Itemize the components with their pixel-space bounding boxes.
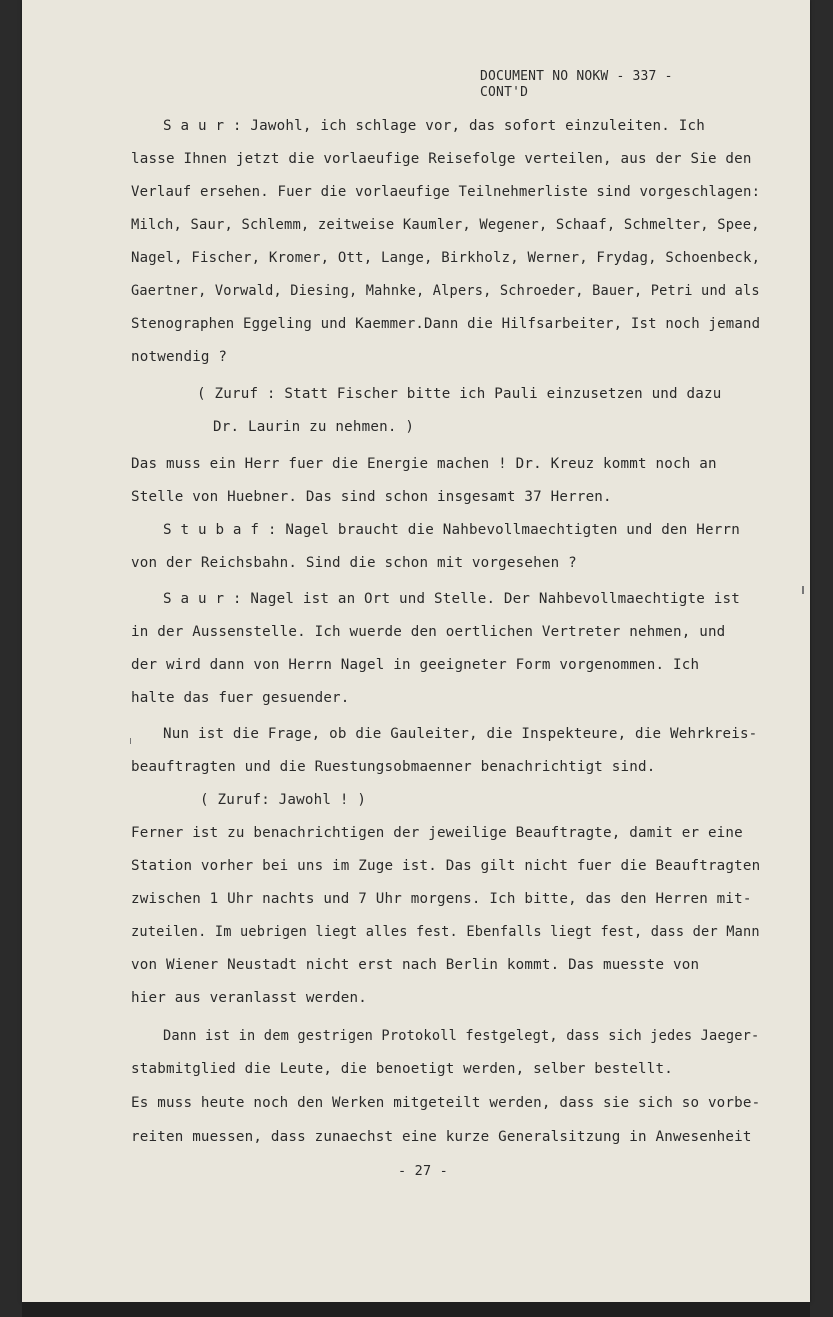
text-line: Station vorher bei uns im Zuge ist. Das gilt nicht fuer die Beauftragten xyxy=(131,858,761,874)
text-line: der wird dann von Herrn Nagel in geeigneter Form vorgenommen. Ich xyxy=(131,657,700,673)
margin-mark xyxy=(130,738,131,744)
text-line: in der Aussenstelle. Ich wuerde den oertlichen Vertreter nehmen, und xyxy=(131,624,726,640)
text-line: Milch, Saur, Schlemm, zeitweise Kaumler, Wegener, Schaaf, Schmelter, Spee, xyxy=(131,217,760,233)
continued-label: CONT'D xyxy=(480,85,529,100)
text-line: S a u r : Jawohl, ich schlage vor, das sofort einzuleiten. Ich xyxy=(163,118,705,134)
text-line: Verlauf ersehen. Fuer die vorlaeufige Teilnehmerliste sind vorgeschlagen: xyxy=(131,184,761,200)
text-line: Das muss ein Herr fuer die Energie machen ! Dr. Kreuz kommt noch an xyxy=(131,456,717,472)
text-line: zuteilen. Im uebrigen liegt alles fest. Ebenfalls liegt fest, dass der Mann xyxy=(131,924,760,940)
text-line: halte das fuer gesuender. xyxy=(131,690,350,706)
page-number: - 27 - xyxy=(398,1163,448,1179)
text-line: Gaertner, Vorwald, Diesing, Mahnke, Alpers, Schroeder, Bauer, Petri und als xyxy=(131,283,760,299)
text-line: von Wiener Neustadt nicht erst nach Berlin kommt. Das muesste von xyxy=(131,957,700,973)
text-line: ( Zuruf: Jawohl ! ) xyxy=(200,792,367,808)
text-line: hier aus veranlasst werden. xyxy=(131,990,368,1006)
text-line: reiten muessen, dass zunaechst eine kurze Generalsitzung in Anwesenheit xyxy=(131,1129,752,1145)
text-line: Ferner ist zu benachrichtigen der jeweilige Beauftragte, damit er eine xyxy=(131,825,743,841)
text-line: Stelle von Huebner. Das sind schon insgesamt 37 Herren. xyxy=(131,489,612,505)
text-line: Nagel, Fischer, Kromer, Ott, Lange, Birkholz, Werner, Frydag, Schoenbeck, xyxy=(131,250,761,266)
text-line: S t u b a f : Nagel braucht die Nahbevollmaechtigten und den Herrn xyxy=(163,522,740,538)
document-number: DOCUMENT NO NOKW - 337 - xyxy=(480,69,673,84)
text-line: ( Zuruf : Statt Fischer bitte ich Pauli einzusetzen und dazu xyxy=(197,386,722,402)
page-shadow xyxy=(22,1302,810,1317)
text-line: beauftragten und die Ruestungsobmaenner benachrichtigt sind. xyxy=(131,759,656,775)
text-line: Dr. Laurin zu nehmen. ) xyxy=(213,419,415,435)
text-line: von der Reichsbahn. Sind die schon mit vorgesehen ? xyxy=(131,555,577,571)
text-line: Es muss heute noch den Werken mitgeteilt werden, dass sie sich so vorbe- xyxy=(131,1095,761,1111)
text-line: Nun ist die Frage, ob die Gauleiter, die Inspekteure, die Wehrkreis- xyxy=(163,726,758,742)
text-line: zwischen 1 Uhr nachts und 7 Uhr morgens. Ich bitte, das den Herren mit- xyxy=(131,891,752,907)
margin-mark xyxy=(802,586,804,594)
text-line: stabmitglied die Leute, die benoetigt werden, selber bestellt. xyxy=(131,1061,673,1077)
text-line: S a u r : Nagel ist an Ort und Stelle. Der Nahbevollmaechtigte ist xyxy=(163,591,740,607)
text-line: Stenographen Eggeling und Kaemmer.Dann die Hilfsarbeiter, Ist noch jemand xyxy=(131,316,761,332)
text-line: Dann ist in dem gestrigen Protokoll festgelegt, dass sich jedes Jaeger- xyxy=(163,1028,760,1044)
text-line: notwendig ? xyxy=(131,349,228,365)
text-line: lasse Ihnen jetzt die vorlaeufige Reisefolge verteilen, aus der Sie den xyxy=(131,151,752,167)
